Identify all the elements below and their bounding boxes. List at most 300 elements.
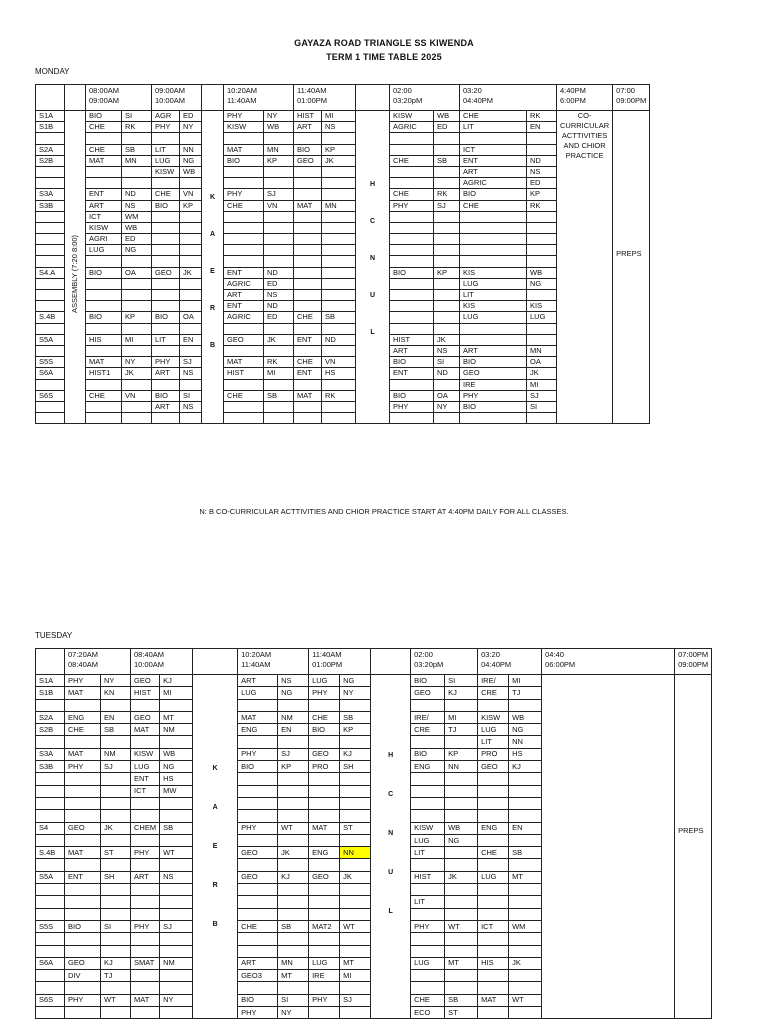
class-cell: S3B	[36, 200, 65, 211]
teacher-cell	[278, 945, 309, 957]
teacher-cell: WB	[445, 822, 478, 834]
teacher-cell: VN	[180, 189, 202, 200]
time-header-line: 11:40AM	[241, 660, 271, 669]
time-header	[460, 85, 557, 111]
subject-cell: IRE/	[411, 711, 445, 723]
teacher-cell	[180, 379, 202, 390]
teacher-cell: SB	[264, 390, 294, 401]
subject-cell: ENG	[238, 724, 278, 736]
teacher-cell	[434, 166, 460, 177]
teacher-cell	[340, 785, 371, 797]
subject-cell: LIT	[152, 144, 180, 155]
subject-cell: CRE	[411, 724, 445, 736]
subject-cell: BIO	[390, 390, 434, 401]
lunch-label	[370, 180, 375, 365]
teacher-cell	[264, 379, 294, 390]
teacher-cell: ED	[264, 312, 294, 323]
teacher-cell	[509, 834, 542, 846]
time-header-line: 10:00AM	[134, 660, 165, 669]
teacher-cell	[509, 699, 542, 711]
class-cell	[36, 908, 65, 920]
subject-cell	[131, 1007, 160, 1019]
teacher-cell: NY	[340, 687, 371, 699]
subject-cell	[294, 345, 322, 356]
teacher-cell	[434, 379, 460, 390]
subject-cell: LIT	[411, 896, 445, 908]
subject-cell: ART	[390, 345, 434, 356]
cocurricular-column	[557, 111, 613, 424]
subject-cell	[390, 312, 434, 323]
teacher-cell: WT	[509, 994, 542, 1006]
time-header-line: 10:20AM	[227, 86, 258, 95]
class-cell	[36, 301, 65, 312]
assembly-label: ASSEMBLY (7:20 8:00)	[70, 234, 79, 314]
teacher-cell: SB	[322, 312, 356, 323]
subject-cell	[152, 413, 180, 424]
subject-cell	[309, 736, 340, 748]
subject-cell: BIO	[224, 155, 264, 166]
teacher-cell: ND	[264, 301, 294, 312]
subject-cell	[309, 699, 340, 711]
class-cell	[36, 736, 65, 748]
subject-cell: PRO	[478, 748, 509, 760]
teacher-cell: SJ	[527, 390, 557, 401]
break-label	[213, 764, 218, 959]
teacher-cell	[445, 884, 478, 896]
teacher-cell: ED	[434, 122, 460, 133]
subject-cell	[131, 797, 160, 809]
subject-cell: PHY	[152, 357, 180, 368]
teacher-cell	[180, 345, 202, 356]
subject-cell: PHY	[65, 675, 101, 687]
subject-cell	[411, 859, 445, 871]
teacher-cell	[160, 699, 193, 711]
subject-cell	[224, 133, 264, 144]
teacher-cell	[322, 401, 356, 412]
teacher-cell	[278, 896, 309, 908]
term-title: TERM 1 TIME TABLE 2025	[326, 52, 442, 62]
class-cell	[36, 933, 65, 945]
time-header	[542, 649, 675, 675]
teacher-cell: EN	[180, 334, 202, 345]
subject-cell: ENT	[131, 773, 160, 785]
cocurricular-column	[542, 675, 675, 1019]
teacher-cell: MI	[122, 334, 152, 345]
teacher-cell	[160, 896, 193, 908]
class-cell: S3A	[36, 189, 65, 200]
teacher-cell: HS	[509, 748, 542, 760]
class-cell	[36, 345, 65, 356]
teacher-cell: NG	[527, 278, 557, 289]
assembly-column	[65, 111, 86, 424]
teacher-cell: KIS	[527, 301, 557, 312]
teacher-cell	[527, 413, 557, 424]
teacher-cell	[278, 982, 309, 994]
subject-cell: CHE	[224, 200, 264, 211]
subject-cell	[478, 859, 509, 871]
teacher-cell	[160, 945, 193, 957]
class-cell: S5S	[36, 357, 65, 368]
subject-cell: CHE	[224, 390, 264, 401]
subject-cell: LUG	[411, 957, 445, 969]
class-cell	[36, 896, 65, 908]
subject-cell	[294, 234, 322, 245]
subject-cell: BIO	[390, 357, 434, 368]
class-cell	[36, 401, 65, 412]
subject-cell: BIO	[86, 312, 122, 323]
subject-cell: MAT	[86, 357, 122, 368]
subject-cell: ICT	[131, 785, 160, 797]
teacher-cell: SJ	[264, 189, 294, 200]
preps-column	[613, 111, 650, 424]
subject-cell	[131, 859, 160, 871]
subject-cell	[224, 222, 264, 233]
header-row	[36, 649, 712, 675]
subject-cell	[309, 982, 340, 994]
subject-cell	[238, 884, 278, 896]
table-row	[36, 675, 712, 687]
footnote: N: B CO-CURRICULAR ACTTIVITIES AND CHIOR PRACTICE START AT 4:40PM DAILY FOR ALL CLASSES.	[199, 507, 569, 516]
teacher-cell	[445, 736, 478, 748]
subject-cell	[86, 290, 122, 301]
subject-cell	[152, 301, 180, 312]
teacher-cell	[278, 859, 309, 871]
break-letter: A	[209, 231, 216, 238]
teacher-cell: WT	[278, 822, 309, 834]
subject-cell	[224, 178, 264, 189]
teacher-cell	[509, 908, 542, 920]
time-header-line: 01:00PM	[297, 96, 328, 105]
subject-cell: GEO	[411, 687, 445, 699]
subject-cell	[460, 234, 527, 245]
subject-cell: KIS	[460, 301, 527, 312]
subject-cell	[152, 256, 180, 267]
subject-cell	[86, 166, 122, 177]
cocurricular-line: CO-	[577, 111, 592, 120]
teacher-cell: SB	[434, 155, 460, 166]
teacher-cell	[445, 773, 478, 785]
teacher-cell: SH	[101, 871, 131, 883]
subject-cell	[294, 379, 322, 390]
teacher-cell	[160, 908, 193, 920]
subject-cell: PHY	[131, 847, 160, 859]
class-cell	[36, 945, 65, 957]
teacher-cell: NS	[180, 368, 202, 379]
teacher-cell: NN	[180, 144, 202, 155]
class-cell: S1A	[36, 111, 65, 122]
subject-cell	[131, 970, 160, 982]
subject-cell	[294, 413, 322, 424]
subject-cell: HIST	[411, 871, 445, 883]
subject-cell	[390, 166, 434, 177]
teacher-cell: NM	[101, 748, 131, 760]
subject-cell: GEO	[478, 761, 509, 773]
teacher-cell	[445, 810, 478, 822]
subject-cell	[309, 1007, 340, 1019]
teacher-cell: KP	[122, 312, 152, 323]
teacher-cell	[445, 847, 478, 859]
teacher-cell	[322, 278, 356, 289]
teacher-cell	[322, 301, 356, 312]
teacher-cell	[445, 785, 478, 797]
subject-cell	[238, 797, 278, 809]
subject-cell	[152, 222, 180, 233]
teacher-cell	[101, 773, 131, 785]
break-letter: E	[210, 268, 215, 275]
teacher-cell	[509, 896, 542, 908]
subject-cell	[460, 256, 527, 267]
subject-cell: GEO	[294, 155, 322, 166]
subject-cell	[65, 810, 101, 822]
teacher-cell: SJ	[434, 200, 460, 211]
break-column	[193, 675, 238, 1019]
teacher-cell: JK	[101, 822, 131, 834]
teacher-cell	[445, 699, 478, 711]
class-cell: S1B	[36, 122, 65, 133]
teacher-cell: NY	[160, 994, 193, 1006]
teacher-cell	[160, 933, 193, 945]
teacher-cell: ED	[180, 111, 202, 122]
teacher-cell: KJ	[340, 748, 371, 760]
teacher-cell: MN	[264, 144, 294, 155]
subject-cell: LUG	[131, 761, 160, 773]
class-cell	[36, 379, 65, 390]
subject-cell	[411, 810, 445, 822]
teacher-cell	[434, 178, 460, 189]
subject-cell: MAT	[86, 155, 122, 166]
subject-cell: ART	[152, 368, 180, 379]
subject-cell	[224, 166, 264, 177]
subject-cell	[294, 401, 322, 412]
subject-cell	[224, 379, 264, 390]
teacher-cell	[509, 773, 542, 785]
subject-cell	[65, 884, 101, 896]
class-cell	[36, 290, 65, 301]
subject-cell	[131, 908, 160, 920]
subject-cell	[390, 133, 434, 144]
teacher-cell: KJ	[160, 675, 193, 687]
subject-cell: ART	[224, 290, 264, 301]
teacher-cell: WB	[509, 711, 542, 723]
time-header	[294, 85, 356, 111]
class-cell: S2B	[36, 155, 65, 166]
subject-cell: HIST1	[86, 368, 122, 379]
teacher-cell	[101, 859, 131, 871]
teacher-cell: WT	[340, 920, 371, 932]
teacher-cell	[160, 810, 193, 822]
teacher-cell: JK	[322, 155, 356, 166]
teacher-cell: WT	[160, 847, 193, 859]
subject-cell	[294, 267, 322, 278]
subject-cell: CRE	[478, 687, 509, 699]
subject-cell: IRE/	[478, 675, 509, 687]
subject-cell: GEO	[309, 748, 340, 760]
teacher-cell	[340, 933, 371, 945]
subject-cell	[411, 970, 445, 982]
subject-cell: GEO	[460, 368, 527, 379]
teacher-cell	[160, 982, 193, 994]
subject-cell: CHE	[411, 994, 445, 1006]
subject-cell	[411, 982, 445, 994]
class-cell	[36, 810, 65, 822]
subject-cell	[309, 896, 340, 908]
teacher-cell	[101, 933, 131, 945]
subject-cell	[478, 810, 509, 822]
subject-cell: CHE	[390, 155, 434, 166]
teacher-cell: JK	[509, 957, 542, 969]
monday-table	[35, 84, 650, 424]
subject-cell: PHY	[224, 111, 264, 122]
teacher-cell: SB	[278, 920, 309, 932]
subject-cell	[309, 773, 340, 785]
teacher-cell	[509, 797, 542, 809]
subject-cell: PHY	[152, 122, 180, 133]
teacher-cell: SI	[278, 994, 309, 1006]
teacher-cell	[264, 401, 294, 412]
teacher-cell: EN	[101, 711, 131, 723]
teacher-cell: NY	[180, 122, 202, 133]
assembly-header-cell	[65, 85, 86, 111]
subject-cell: BIO	[86, 111, 122, 122]
time-header-line: 03:20pM	[414, 660, 444, 669]
time-header-line: 07:00PM	[678, 650, 709, 659]
teacher-cell	[340, 945, 371, 957]
subject-cell: ENT	[65, 871, 101, 883]
subject-cell	[478, 699, 509, 711]
subject-cell: ART	[238, 957, 278, 969]
subject-cell: KISW	[152, 166, 180, 177]
subject-cell	[390, 301, 434, 312]
teacher-cell	[527, 290, 557, 301]
break-header-cell	[202, 85, 224, 111]
teacher-cell	[509, 884, 542, 896]
teacher-cell	[340, 1007, 371, 1019]
teacher-cell	[101, 884, 131, 896]
subject-cell: AGRI	[86, 234, 122, 245]
class-cell	[36, 797, 65, 809]
teacher-cell	[434, 301, 460, 312]
time-header-line: 09:00PM	[616, 96, 647, 105]
class-cell	[36, 413, 65, 424]
time-header-line: 6:00PM	[560, 96, 586, 105]
teacher-cell	[278, 785, 309, 797]
teacher-cell	[160, 970, 193, 982]
subject-cell	[390, 234, 434, 245]
teacher-cell: WB	[122, 222, 152, 233]
teacher-cell	[527, 133, 557, 144]
lunch-letter: H	[369, 181, 376, 188]
time-header-line: 08:00AM	[89, 86, 120, 95]
subject-cell	[309, 797, 340, 809]
subject-cell: LIT	[152, 334, 180, 345]
subject-cell	[238, 859, 278, 871]
subject-cell: MAT	[309, 822, 340, 834]
class-cell: S6S	[36, 390, 65, 401]
subject-cell: IRE	[460, 379, 527, 390]
teacher-cell: MI	[509, 675, 542, 687]
class-cell	[36, 211, 65, 222]
subject-cell	[294, 323, 322, 334]
subject-cell	[390, 290, 434, 301]
subject-cell: LUG	[460, 278, 527, 289]
subject-cell: MAT	[224, 357, 264, 368]
subject-cell	[86, 323, 122, 334]
preps-column	[675, 675, 712, 1019]
subject-cell: GEO	[309, 871, 340, 883]
subject-cell: ICT	[478, 920, 509, 932]
teacher-cell: SI	[122, 111, 152, 122]
subject-cell	[86, 379, 122, 390]
teacher-cell: MN	[322, 200, 356, 211]
teacher-cell: MT	[509, 871, 542, 883]
subject-cell: IRE	[309, 970, 340, 982]
teacher-cell	[101, 699, 131, 711]
time-header-line: 03:20	[481, 650, 500, 659]
school-title: GAYAZA ROAD TRIANGLE SS KIWENDA	[294, 38, 474, 48]
teacher-cell	[101, 736, 131, 748]
class-header-cell	[36, 85, 65, 111]
teacher-cell	[509, 982, 542, 994]
time-header	[411, 649, 478, 675]
subject-cell	[411, 945, 445, 957]
teacher-cell: EN	[509, 822, 542, 834]
subject-cell	[309, 810, 340, 822]
teacher-cell: ND	[434, 368, 460, 379]
teacher-cell: EN	[278, 724, 309, 736]
teacher-cell: TJ	[101, 970, 131, 982]
time-header-line: 02:00	[393, 86, 412, 95]
subject-cell: CHE	[309, 711, 340, 723]
teacher-cell	[340, 810, 371, 822]
subject-cell: ICT	[460, 144, 527, 155]
teacher-cell: SJ	[278, 748, 309, 760]
time-header-line: 10:20AM	[241, 650, 272, 659]
tuesday-table	[35, 648, 712, 1019]
time-header-line: 11:40AM	[312, 650, 342, 659]
teacher-cell	[445, 945, 478, 957]
class-cell: S4	[36, 822, 65, 834]
class-cell	[36, 133, 65, 144]
subject-cell: KISW	[131, 748, 160, 760]
lunch-letter: U	[369, 292, 376, 299]
subject-cell	[460, 245, 527, 256]
subject-cell	[294, 301, 322, 312]
class-cell	[36, 256, 65, 267]
teacher-cell	[101, 896, 131, 908]
subject-cell: CHE	[238, 920, 278, 932]
teacher-cell: NY	[264, 111, 294, 122]
teacher-cell: SH	[340, 761, 371, 773]
subject-cell: HIST	[390, 334, 434, 345]
teacher-cell: SI	[445, 675, 478, 687]
subject-cell: PHY	[390, 401, 434, 412]
subject-cell: LUG	[478, 871, 509, 883]
teacher-cell	[434, 278, 460, 289]
subject-cell	[131, 945, 160, 957]
teacher-cell: JK	[527, 368, 557, 379]
teacher-cell	[180, 323, 202, 334]
subject-cell: BIO	[238, 994, 278, 1006]
teacher-cell	[180, 245, 202, 256]
subject-cell: AGRIC	[224, 312, 264, 323]
teacher-cell: ST	[101, 847, 131, 859]
subject-cell: GEO3	[238, 970, 278, 982]
class-cell: S.4B	[36, 847, 65, 859]
teacher-cell	[122, 301, 152, 312]
subject-cell: AGRIC	[390, 122, 434, 133]
teacher-cell: SI	[434, 357, 460, 368]
teacher-cell: WB	[527, 267, 557, 278]
